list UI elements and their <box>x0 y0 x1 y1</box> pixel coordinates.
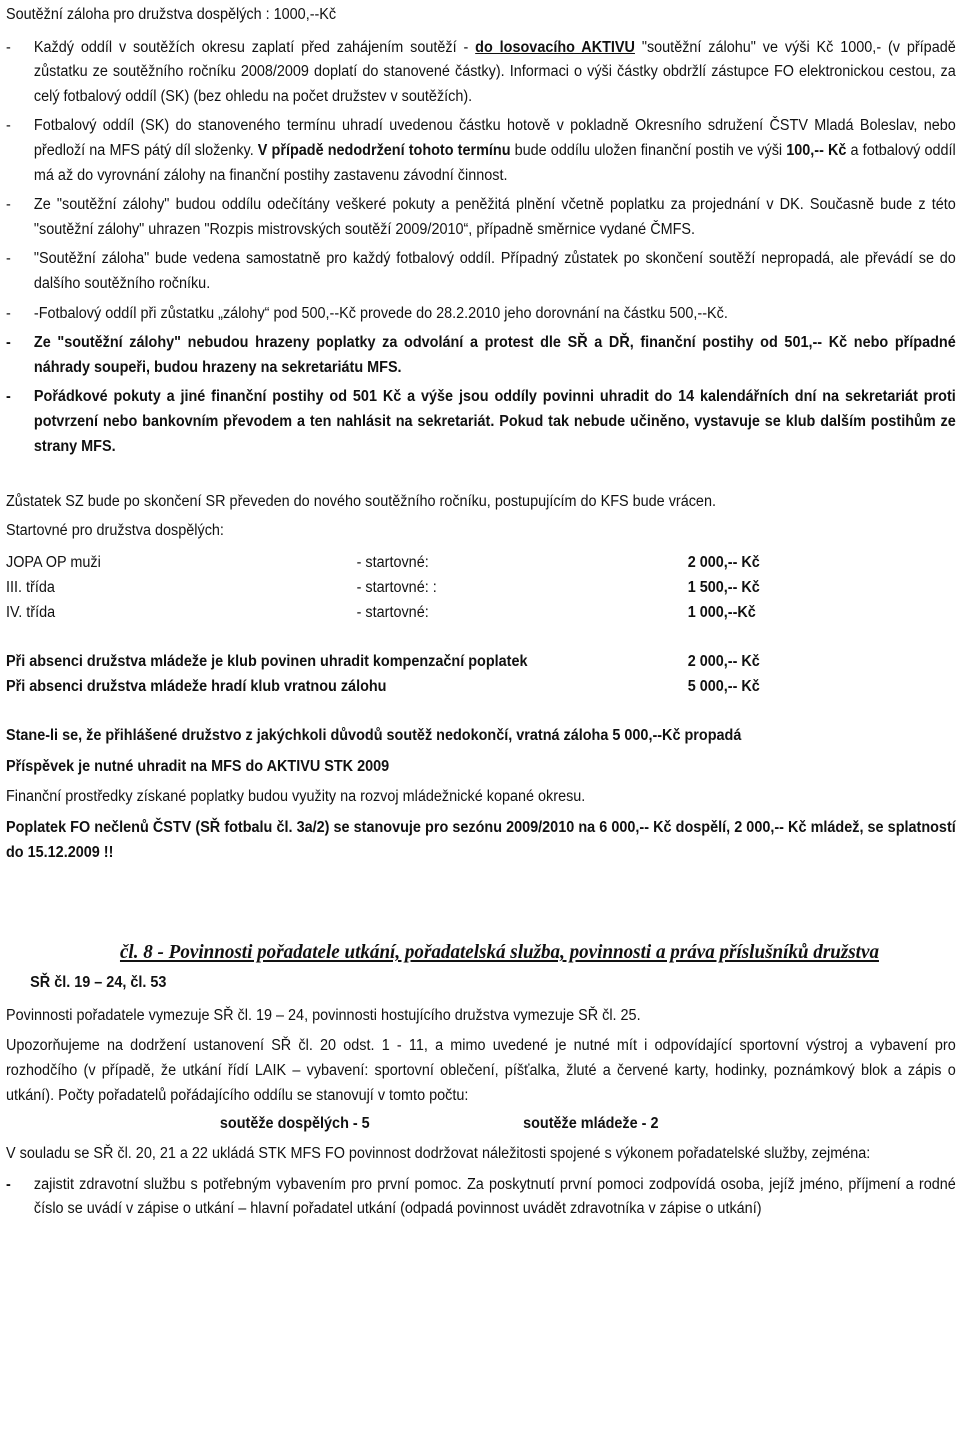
text-run: Fotbalový oddíl (SK) do stanoveného termínu uhradí uvedenou částku hotově v pokladně Okresního sdružení ČSTV Mladá Boleslav, nebo předloží na MFS pátý díl složenky. <box>33 117 956 159</box>
text-run: bude oddílu uložen finanční postih ve výši <box>510 141 787 159</box>
spacer <box>6 626 956 650</box>
count-adult: soutěže dospělých - 5 <box>219 1115 370 1133</box>
document-body <box>6 3 956 1222</box>
text-run-bold: Pořádkové pokuty a jiné finanční postihy od 501 Kč a výše jsou oddíly povinni uhradit do 14 kalendářních dní na sekretariát proti potvrzení nebo bankovním převodem a ten nahlásit na sekretariát. Pokud tak nebude učiněno, vystavuje se klub dalším postihům ze strany MFS. <box>33 388 956 455</box>
spacer <box>6 700 956 724</box>
penalty-text: Při absenci družstva mládeže hradí klub vratnou zálohu <box>6 678 387 696</box>
list-item <box>6 36 956 110</box>
text-run: "soutěžní zálohu" ve výši Kč 1000,- (v případě zůstatku ze soutěžního ročníku 2008/2009 doplatí do stanovené částky). Informaci o výši částky obdržlí zástupce FO elektronickou cestou, za celý fotbalový oddíl (SK) (bez ohledu na počet družstev v soutěžích). <box>33 38 956 105</box>
text-run: a fotbalový oddíl má až do vyrovnání zálohy na finanční postihy zastavenu závodní činnost. <box>33 141 956 184</box>
table-row <box>6 551 956 576</box>
text-run-bold: V případě nedodržení tohoto termínu <box>257 141 511 159</box>
list-item-bold <box>6 331 956 380</box>
text-run: Ze "soutěžní zálohy" budou oddílu odečítány veškeré pokuty a peněžitá plnění včetně poplatku za projednání v DK. Současně bude z této "soutěžní zálohy" uhrazen "Rozpis mistrovských soutěží 2009/2010“, případně směrnice vydané ČMFS. <box>33 196 956 238</box>
list-item <box>6 114 956 188</box>
fee-label: - startovné: <box>356 554 429 572</box>
balance-note: Zůstatek SZ bude po skončení SR převeden do nového soutěžního ročníku, postupujícím do KFS bude vrácen. <box>6 493 716 511</box>
fee-label: - startovné: : <box>356 579 437 597</box>
text-run: -Fotbalový oddíl při zůstatku „zálohy“ pod 500,--Kč provede do 28.2.2010 jeho dorovnání na částku 500,--Kč. <box>33 304 728 322</box>
text-run-bold: 100,-- Kč <box>786 141 847 159</box>
table-row <box>6 601 956 626</box>
section-paragraph: V souladu se SŘ čl. 20, 21 a 22 ukládá STK MFS FO povinnost dodržovat náležitosti spojené s výkonem pořadatelské služby, zejména: <box>6 1145 871 1163</box>
text-run-bold: Ze "soutěžní zálohy" nebudou hrazeny poplatky za odvolání a protest dle SŘ a DŘ, finanční postihy od 501,-- Kč nebo případné náhrady soupeři, budou hrazeny na sekretariátu MFS. <box>33 334 956 376</box>
funds-note: Finanční prostředky získané poplatky budou využity na rozvoj mládežnické kopané okresu. <box>6 788 586 806</box>
fee-label: - startovné: <box>356 604 429 622</box>
organizer-counts <box>6 1110 956 1138</box>
text-run-bold-underline: do losovacího AKTIVU <box>475 38 635 56</box>
penalty-text: Při absenci družstva mládeže je klub povinen uhradit kompenzační poplatek <box>6 653 528 671</box>
table-row <box>6 675 956 700</box>
count-youth: soutěže mládeže - 2 <box>523 1115 659 1133</box>
text-run: zajistit zdravotní službu s potřebným vybavením pro první pomoc. Za poskytnutí první pomoci zodpovídá osoba, jejíž jméno, příjmení a rodné číslo se uvádí v zápise o utkání – hlavní pořadatel utkání (odpadá povinnost uvádět zdravotníka v zápise o utkání) <box>33 1175 956 1218</box>
non-member-fee: Poplatek FO nečlenů ČSTV (SŘ fotbalu čl. 3a/2) se stanovuje pro sezónu 2009/2010 na 6 000,-- Kč dospělí, 2 000,-- Kč mládež, se splatností do 15.12.2009 !! <box>6 819 956 861</box>
list-dash: - <box>6 334 11 352</box>
list-dash: - <box>6 250 11 268</box>
table-row <box>6 576 956 601</box>
list-dash: - <box>6 38 11 56</box>
text-run: "Soutěžní záloha" bude vedena samostatně pro každý fotbalový oddíl. Případný zůstatek po skončení soutěží nepropadá, ale převádí se do dalšího soutěžního ročníku. <box>33 250 956 292</box>
section-reference: SŘ čl. 19 – 24, čl. 53 <box>30 974 167 992</box>
entry-fees-table <box>6 551 956 626</box>
youth-penalties-table <box>6 650 956 700</box>
list-dash: - <box>6 117 11 135</box>
fee-team: III. třída <box>6 579 55 597</box>
fee-amount: 1 000,--Kč <box>687 604 756 622</box>
list-dash: - <box>6 388 11 406</box>
entry-fees-title: Startovné pro družstva dospělých: <box>6 521 224 539</box>
section-paragraph: Povinnosti pořadatele vymezuje SŘ čl. 19 – 24, povinnosti hostujícího družstva vymezuje SŘ čl. 25. <box>6 1006 641 1024</box>
penalty-amount: 5 000,-- Kč <box>687 678 760 696</box>
spacer <box>6 869 956 939</box>
section-heading: čl. 8 - Povinnosti pořadatele utkání, pořadatelská služba, povinnosti a práva příslušníků družstva <box>119 941 879 964</box>
text-run: Každý oddíl v soutěžích okresu zaplatí před zahájením soutěží - <box>33 38 476 56</box>
table-row <box>6 650 956 675</box>
fee-team: JOPA OP muži <box>6 554 101 572</box>
spacer <box>6 464 956 490</box>
list-dash: - <box>6 196 11 214</box>
list-dash: - <box>6 1175 11 1193</box>
deposit-title: Soutěžní záloha pro družstva dospělých : 1000,--Kč <box>6 6 337 23</box>
withdrawal-note: Stane-li se, že přihlášené družstvo z jakýchkoli důvodů soutěž nedokončí, vratná záloha 5 000,--Kč propadá <box>6 727 742 745</box>
fee-amount: 2 000,-- Kč <box>687 554 760 572</box>
contribution-note: Příspěvek je nutné uhradit na MFS do AKTIVU STK 2009 <box>6 757 390 775</box>
section-paragraph: Upozorňujeme na dodržení ustanovení SŘ čl. 20 odst. 1 - 11, a mimo uvedené je nutné mít i odpovídající sportovní výstroj a vybavení pro rozhodčího (v případě, že utkání řídí LAIK – vybavení: sportovní oblečení, píšťalka, žluté a červené karty, hodinky, poznámkový blok a zápis o utkání). Počty pořadatelů pořádajícího oddílu se stanovují v tomto počtu: <box>6 1037 956 1104</box>
fee-amount: 1 500,-- Kč <box>687 579 760 597</box>
list-item <box>6 247 956 296</box>
fee-team: IV. třída <box>6 604 56 622</box>
list-item <box>6 1173 956 1222</box>
list-item-bold <box>6 385 956 459</box>
list-item <box>6 193 956 242</box>
list-dash: - <box>6 304 11 322</box>
list-item <box>6 302 956 327</box>
penalty-amount: 2 000,-- Kč <box>687 653 760 671</box>
